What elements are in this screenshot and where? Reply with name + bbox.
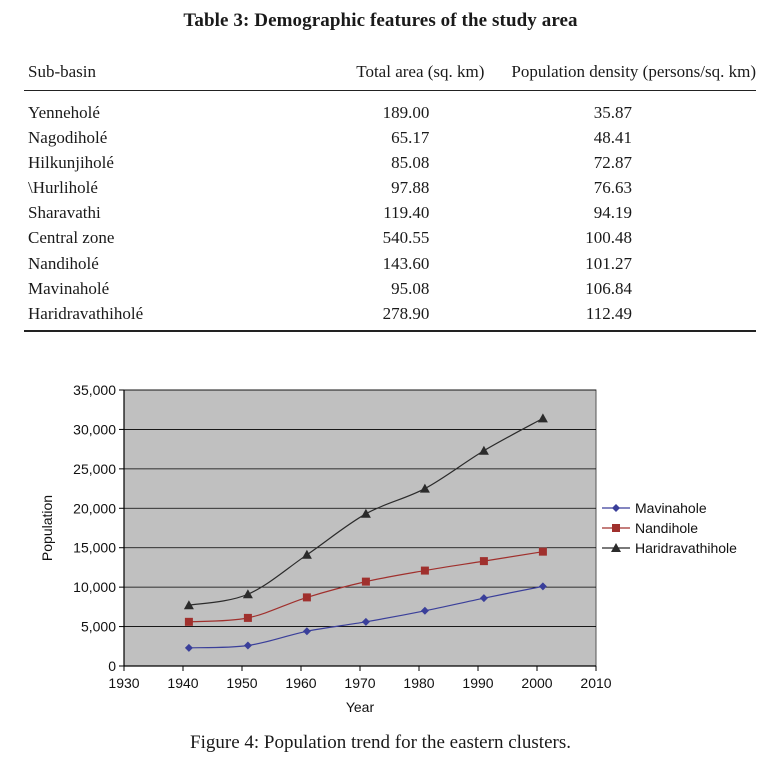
cell-population-density	[489, 175, 756, 200]
cell-population-density-text: 106.84	[585, 278, 632, 298]
data-point-nandihole	[303, 593, 311, 601]
cell-sub-basin-text: Nagodiholé	[28, 127, 108, 147]
table-row	[24, 201, 756, 226]
cell-sub-basin	[24, 226, 202, 251]
y-tick-label: 20,000	[73, 500, 116, 517]
cell-sub-basin-text: Sharavathi	[28, 203, 101, 223]
cell-population-density	[489, 301, 756, 326]
data-point-nandihole	[362, 578, 370, 586]
cell-population-density-text: 112.49	[585, 303, 632, 323]
y-tick-label: 10,000	[73, 579, 116, 596]
x-tick-label: 1980	[403, 675, 435, 691]
legend-label: Haridravathihole	[635, 540, 737, 556]
y-tick-label: 35,000	[73, 382, 116, 398]
cell-population-density-text: 100.48	[585, 228, 632, 248]
cell-total-area	[202, 201, 489, 226]
x-tick-label: 1950	[226, 675, 258, 691]
table-row	[24, 90, 756, 125]
cell-sub-basin	[24, 90, 202, 125]
cell-total-area	[202, 125, 489, 150]
cell-population-density-text: 48.41	[593, 127, 632, 147]
table-row	[24, 276, 756, 301]
y-axis-label: Population	[39, 494, 55, 562]
legend-marker	[612, 524, 620, 532]
table-row	[24, 125, 756, 150]
cell-total-area-text: 119.40	[383, 203, 430, 223]
table-body	[24, 90, 756, 327]
cell-sub-basin-text: Nandiholé	[28, 253, 99, 273]
cell-sub-basin-text: Central zone	[28, 228, 115, 248]
cell-population-density-text: 101.27	[585, 253, 632, 273]
y-tick-label: 25,000	[73, 460, 116, 477]
data-point-nandihole	[421, 567, 429, 575]
cell-sub-basin-text: Yenneholé	[28, 102, 100, 122]
cell-population-density	[489, 90, 756, 125]
cell-population-density	[489, 276, 756, 301]
cell-population-density-text: 94.19	[593, 203, 632, 223]
cell-total-area	[202, 90, 489, 125]
y-tick-label: 30,000	[73, 421, 116, 438]
x-tick-label: 1940	[167, 675, 199, 691]
table-row	[24, 251, 756, 276]
cell-population-density	[489, 125, 756, 150]
cell-total-area-text: 97.88	[391, 177, 430, 197]
cell-sub-basin-text: \Hurliholé	[28, 177, 98, 197]
header-total-area: Total area (sq. km)	[356, 62, 485, 81]
cell-sub-basin	[24, 150, 202, 175]
legend-marker	[612, 504, 620, 512]
data-point-nandihole	[539, 548, 547, 556]
population-chart	[0, 370, 761, 720]
table-row	[24, 175, 756, 200]
cell-total-area	[202, 175, 489, 200]
cell-population-density-text: 35.87	[593, 102, 632, 122]
cell-population-density	[489, 201, 756, 226]
cell-sub-basin	[24, 251, 202, 276]
cell-total-area-text: 85.08	[391, 152, 430, 172]
cell-total-area	[202, 251, 489, 276]
cell-total-area-text: 65.17	[391, 127, 430, 147]
table-header-row	[24, 62, 756, 90]
x-tick-label: 1990	[462, 675, 494, 691]
x-axis-label: Year	[345, 699, 375, 715]
data-point-nandihole	[244, 614, 252, 622]
x-tick-label: 1960	[285, 675, 317, 691]
x-tick-label: 2000	[521, 675, 553, 691]
cell-total-area	[202, 301, 489, 326]
cell-sub-basin	[24, 276, 202, 301]
cell-total-area	[202, 150, 489, 175]
data-point-nandihole	[480, 557, 488, 565]
cell-total-area	[202, 226, 489, 251]
cell-population-density	[489, 150, 756, 175]
cell-total-area-text: 95.08	[391, 278, 430, 298]
cell-sub-basin-text: Hilkunjiholé	[28, 152, 114, 172]
data-point-nandihole	[185, 618, 193, 626]
table-title: Table 3: Demographic features of the study area	[183, 10, 578, 31]
legend-label: Nandihole	[635, 520, 699, 536]
population-chart-svg	[0, 370, 761, 720]
cell-total-area-text: 189.00	[382, 102, 430, 122]
cell-total-area-text: 143.60	[382, 253, 430, 273]
table-row	[24, 301, 756, 326]
x-tick-label: 1970	[344, 675, 376, 691]
cell-population-density-text: 76.63	[593, 177, 632, 197]
y-tick-label: 15,000	[73, 539, 116, 556]
header-population-density: Population density (persons/sq. km)	[511, 62, 756, 81]
x-tick-label: 2010	[580, 675, 612, 691]
demographic-table	[24, 62, 756, 327]
table-row	[24, 226, 756, 251]
cell-sub-basin-text: Mavinaholé	[28, 278, 110, 298]
table-header-rule	[24, 90, 756, 91]
cell-sub-basin	[24, 125, 202, 150]
table-row	[24, 150, 756, 175]
y-tick-label: 0	[108, 658, 116, 674]
cell-total-area-text: 278.90	[382, 303, 430, 323]
cell-total-area	[202, 276, 489, 301]
figure-caption: Figure 4: Population trend for the eastern clusters.	[190, 732, 571, 753]
cell-population-density	[489, 226, 756, 251]
cell-population-density-text: 72.87	[593, 152, 632, 172]
cell-total-area-text: 540.55	[382, 228, 430, 248]
table-bottom-rule	[24, 330, 756, 332]
cell-sub-basin	[24, 175, 202, 200]
x-tick-label: 1930	[108, 675, 140, 691]
legend-label: Mavinahole	[635, 500, 707, 516]
plot-area	[124, 390, 596, 666]
header-sub-basin: Sub-basin	[28, 62, 96, 81]
y-tick-label: 5,000	[80, 618, 116, 635]
cell-population-density	[489, 251, 756, 276]
cell-sub-basin	[24, 301, 202, 326]
cell-sub-basin-text: Haridravathiholé	[28, 303, 144, 323]
cell-sub-basin	[24, 201, 202, 226]
